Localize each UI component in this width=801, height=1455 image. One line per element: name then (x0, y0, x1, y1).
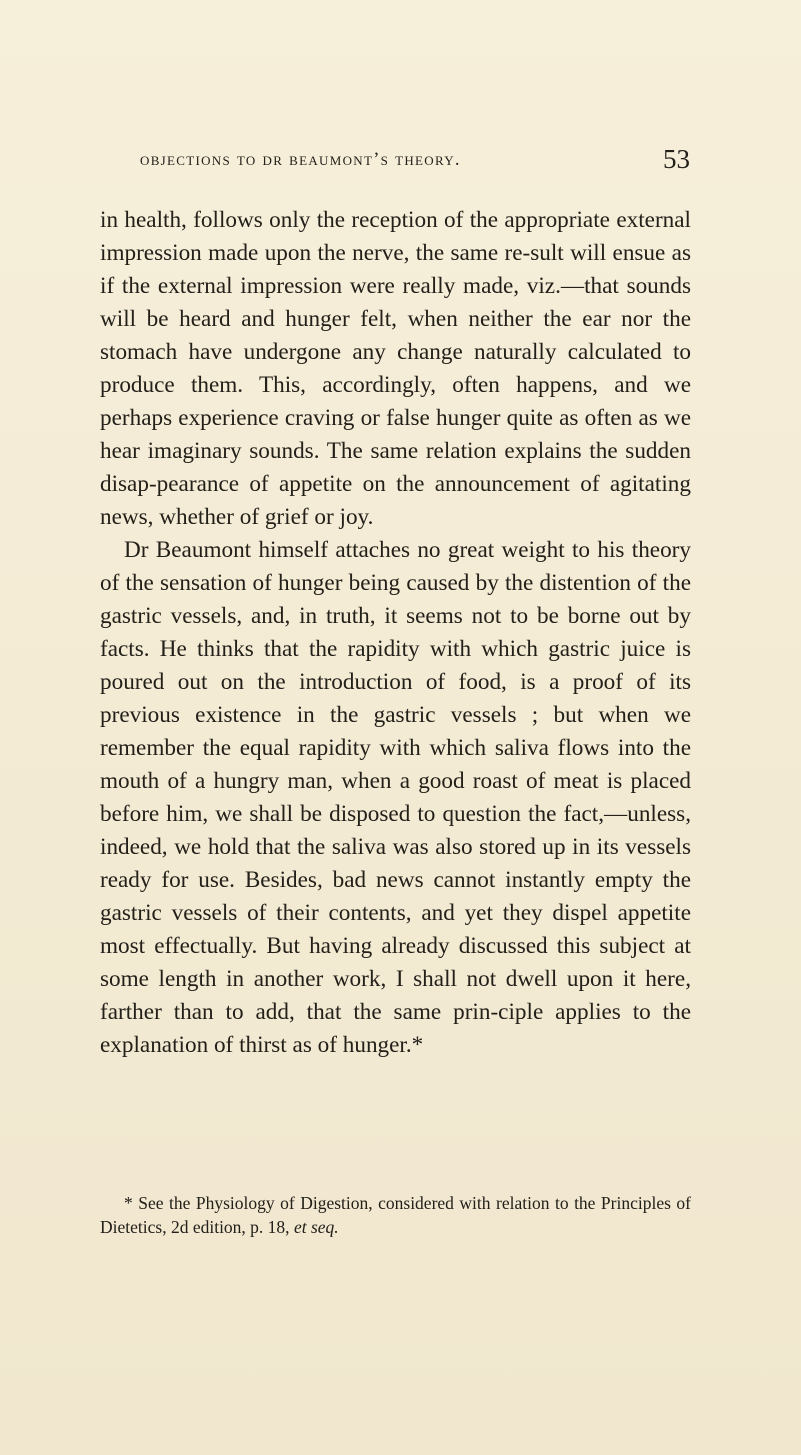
paragraph: in health, follows only the reception of the appropriate external impression made upon the nerve, the same re-sult will ensue as if the external impression were really made, viz.—that sounds will be heard and hunger felt, when neither the ear nor the stomach have undergone any change naturally calculated to produce them. This, accordingly, often happens, and we perhaps experience craving or false hunger quite as often as we hear imaginary sounds. The same relation explains the sudden disap-pearance of appetite on the announcement of agitating news, whether of grief or joy. (100, 207, 691, 530)
running-head (100, 146, 690, 180)
body-text (100, 204, 691, 1062)
paragraph: Dr Beaumont himself attaches no great weight to his theory of the sensation of hunger being caused by the distention of the gastric vessels, and, in truth, it seems not to be borne out by facts. He thinks that the rapidity with which gastric juice is poured out on the introduction of food, is a proof of its previous existence in the gastric vessels ; but when we remember the equal rapidity with which saliva flows into the mouth of a hungry man, when a good roast of meat is placed before him, we shall be disposed to question the fact,—unless, indeed, we hold that the saliva was also stored up in its vessels ready for use. Besides, bad news cannot instantly empty the gastric vessels of their contents, and yet they dispel appetite most effectually. But having already discussed this subject at some length in another work, I shall not dwell upon it here, farther than to add, that the same prin-ciple applies to the explanation of thirst as of hunger.* (100, 537, 691, 1058)
footnote (100, 1191, 691, 1239)
page-number: 53 (663, 144, 690, 174)
footnote-text: * See the Physiology of Digestion, considered with relation to the Principles of Dietetics, 2d edition, p. 18, (100, 1193, 691, 1237)
running-title: objections to dr beaumont’s theory. (140, 150, 461, 170)
footnote-italic: et seq. (293, 1217, 339, 1237)
